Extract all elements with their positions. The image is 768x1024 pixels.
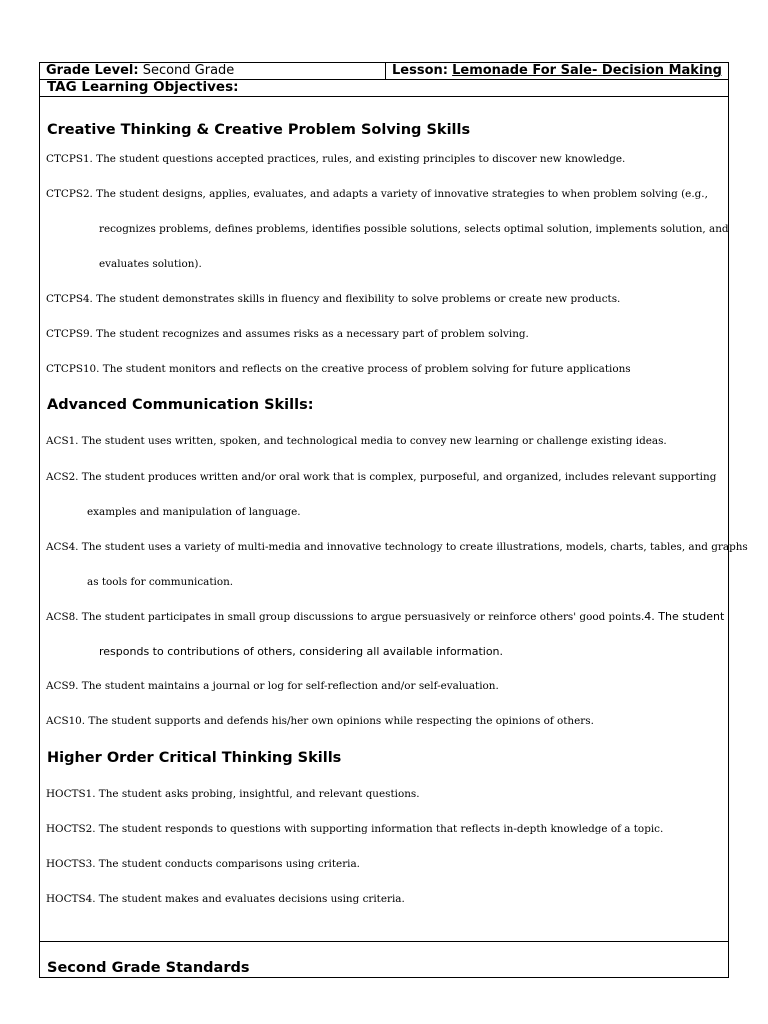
acs10-text: ACS10. The student supports and defends his/her own opinions while respecting the opinions of others. <box>46 715 594 727</box>
acs2-text-cont: examples and manipulation of language. <box>87 506 301 518</box>
acs4-text-cont: as tools for communication. <box>87 576 234 588</box>
hocts4-text: HOCTS4. The student makes and evaluates decisions using criteria. <box>46 893 405 905</box>
ctcps9-text: CTCPS9. The student recognizes and assumes risks as a necessary part of problem solving. <box>46 328 529 340</box>
lesson-label: Lesson: <box>392 63 448 78</box>
ctcps10-text: CTCPS10. The student monitors and reflects on the creative process of problem solving for future applications <box>46 363 631 375</box>
ctcps2-text: CTCPS2. The student designs, applies, evaluates, and adapts a variety of innovative strategies to when problem solving (e.g., <box>46 188 708 200</box>
grade-level-value: Second Grade <box>138 63 235 78</box>
header-table <box>39 62 729 80</box>
lesson-title: Lemonade For Sale- <box>452 63 598 78</box>
tag-objectives-title: TAG Learning Objectives: <box>47 79 239 95</box>
acs1-text: ACS1. The student uses written, spoken, and technological media to convey new learning or challenge existing ideas. <box>46 435 667 447</box>
acs4-text: ACS4. The student uses a variety of multi-media and innovative technology to create illustrations, models, charts, tables, and graphs <box>46 541 748 553</box>
grade-level-cell <box>40 63 386 80</box>
ctcps4-text: CTCPS4. The student demonstrates skills in fluency and flexibility to solve problems or create new products. <box>46 293 621 305</box>
critical-heading: Higher Order Critical Thinking Skills <box>47 750 342 766</box>
ctcps2-text-cont: recognizes problems, defines problems, identifies possible solutions, selects optimal solution, implements solution, and <box>99 223 729 235</box>
divider <box>40 941 728 942</box>
hocts1-text: HOCTS1. The student asks probing, insightful, and relevant questions. <box>46 788 420 800</box>
divider <box>40 96 728 97</box>
hocts3-text: HOCTS3. The student conducts comparisons using criteria. <box>46 858 360 870</box>
acs8-text-cont: responds to contributions of others, considering all available information. <box>99 645 504 658</box>
creative-heading: Creative Thinking & Creative Problem Solving Skills <box>47 122 471 138</box>
communication-heading: Advanced Communication Skills: <box>47 397 314 413</box>
acs2-text: ACS2. The student produces written and/or oral work that is complex, purposeful, and organized, includes relevant supporting <box>46 471 717 483</box>
ctcps2-text-cont2: evaluates solution). <box>99 258 202 270</box>
hocts2-text: HOCTS2. The student responds to questions with supporting information that reflects in-depth knowledge of a topic. <box>46 823 664 835</box>
lesson-cell <box>386 63 729 80</box>
objectives-box <box>39 79 748 978</box>
ctcps1-text: CTCPS1. The student questions accepted practices, rules, and existing principles to discover new knowledge. <box>46 153 626 165</box>
lesson-title-tail: Decision Making <box>597 63 722 78</box>
acs8-text-serif: ACS8. The student participates in small group discussions to argue persuasively or reinforce others' good points. <box>46 611 645 623</box>
acs8-text-sans: 4. The student <box>644 610 725 623</box>
acs8-text <box>46 610 724 624</box>
document-page <box>39 62 748 980</box>
acs9-text: ACS9. The student maintains a journal or log for self-reflection and/or self-evaluation. <box>46 680 499 692</box>
grade-level-label: Grade Level: <box>46 63 139 78</box>
standards-heading: Second Grade Standards <box>47 960 250 976</box>
